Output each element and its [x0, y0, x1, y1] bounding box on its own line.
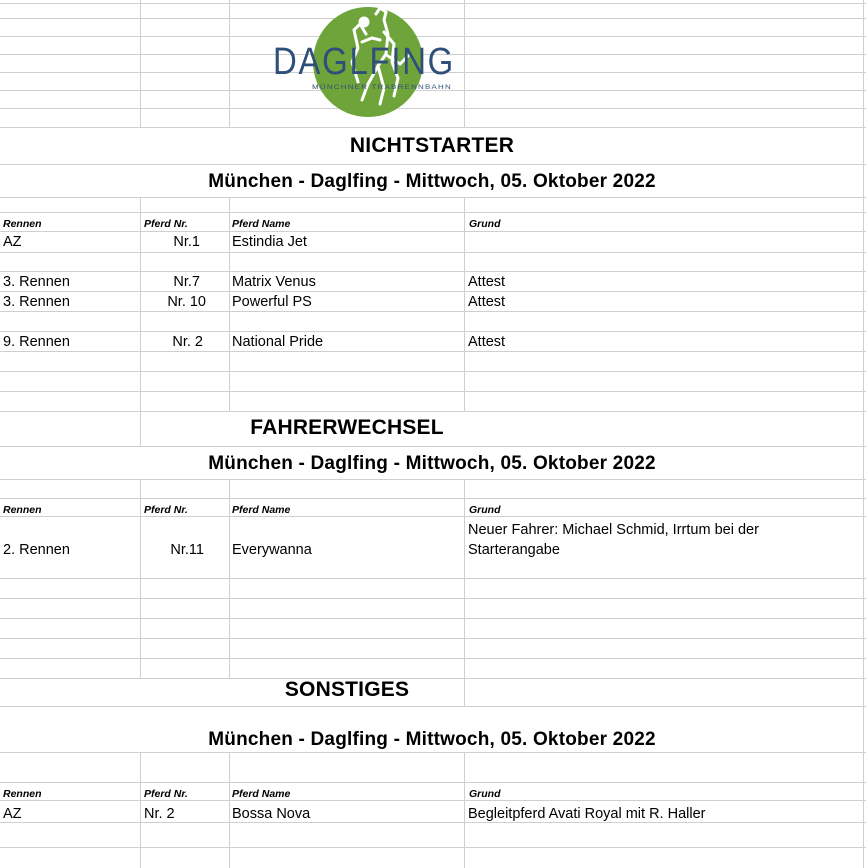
cell-pferd-nr: Nr.1 — [173, 234, 200, 250]
cell-pferd-name: Matrix Venus — [232, 274, 316, 290]
grid-row-line — [0, 638, 866, 639]
grid-row-line — [0, 391, 866, 392]
section-subtitle-nichtstarter: München - Daglfing - Mittwoch, 05. Oktober 2022 — [208, 171, 656, 192]
grid-column-line — [140, 0, 141, 127]
grid-row-line — [0, 212, 866, 213]
grid-column-line — [464, 0, 465, 127]
col-header-rennen: Rennen — [3, 788, 42, 800]
grid-row-line — [0, 847, 866, 848]
grid-column-line — [140, 479, 141, 678]
grid-row-line — [0, 752, 866, 753]
cell-pferd-nr: Nr.11 — [170, 542, 204, 558]
col-header-pferd-nr: Pferd Nr. — [144, 218, 188, 230]
col-header-pferd-name: Pferd Name — [232, 788, 291, 800]
cell-grund-line2: Starterangabe — [468, 542, 560, 558]
grid-row-line — [0, 516, 866, 517]
col-header-pferd-nr: Pferd Nr. — [144, 788, 188, 800]
cell-pferd-name: Everywanna — [232, 542, 312, 558]
grid-column-line — [464, 752, 465, 868]
grid-row-line — [0, 822, 866, 823]
cell-pferd-nr: Nr. 2 — [144, 806, 175, 822]
grid-row-line — [0, 331, 866, 332]
grid-row-line — [0, 127, 866, 128]
logo-tagline: MÜNCHNER TRABRENNBAHN — [312, 84, 427, 91]
cell-pferd-name: National Pride — [232, 334, 324, 350]
section-subtitle-fahrerwechsel: München - Daglfing - Mittwoch, 05. Oktober 2022 — [208, 453, 656, 474]
grid-row-line — [0, 311, 866, 312]
grid-column-line — [140, 411, 141, 446]
grid-column-line — [464, 479, 465, 706]
grid-row-line — [0, 231, 866, 232]
grid-column-line — [863, 0, 864, 868]
grid-column-line — [229, 197, 230, 411]
cell-rennen: AZ — [3, 806, 22, 822]
grid-row-line — [0, 371, 866, 372]
grid-row-line — [0, 479, 866, 480]
col-header-grund: Grund — [469, 788, 501, 800]
col-header-grund: Grund — [469, 504, 501, 516]
grid-row-line — [0, 498, 866, 499]
cell-pferd-nr: Nr.7 — [173, 274, 200, 290]
daglfing-logo — [268, 4, 460, 122]
cell-grund: Attest — [468, 334, 506, 350]
cell-rennen: 3. Rennen — [3, 274, 70, 290]
grid-column-line — [229, 479, 230, 678]
grid-row-line — [0, 618, 866, 619]
col-header-rennen: Rennen — [3, 218, 42, 230]
grid-row-line — [0, 411, 866, 412]
grid-column-line — [229, 752, 230, 868]
grid-row-line — [0, 291, 866, 292]
col-header-pferd-name: Pferd Name — [232, 218, 291, 230]
cell-grund-line1: Neuer Fahrer: Michael Schmid, Irrtum bei der — [468, 522, 759, 538]
cell-pferd-nr: Nr. 2 — [172, 334, 203, 350]
grid-column-line — [229, 0, 230, 127]
cell-pferd-name: Estindia Jet — [232, 234, 307, 250]
cell-grund: Attest — [468, 274, 506, 290]
grid-row-line — [0, 598, 866, 599]
grid-column-line — [464, 197, 465, 411]
cell-pferd-nr: Nr. 10 — [167, 294, 206, 310]
col-header-pferd-name: Pferd Name — [232, 504, 291, 516]
cell-pferd-name: Powerful PS — [232, 294, 312, 310]
col-header-pferd-nr: Pferd Nr. — [144, 504, 188, 516]
col-header-grund: Grund — [469, 218, 501, 230]
logo-brand: DAGLFING — [273, 41, 455, 83]
cell-grund: Attest — [468, 294, 506, 310]
col-header-rennen: Rennen — [3, 504, 42, 516]
grid-row-line — [0, 678, 866, 679]
grid-row-line — [0, 271, 866, 272]
grid-row-line — [0, 197, 866, 198]
cell-pferd-name: Bossa Nova — [232, 806, 311, 822]
grid-row-line — [0, 578, 866, 579]
section-title-sonstiges: SONSTIGES — [284, 678, 410, 701]
section-subtitle-sonstiges: München - Daglfing - Mittwoch, 05. Oktober 2022 — [208, 729, 656, 750]
grid-row-line — [0, 800, 866, 801]
grid-row-line — [0, 782, 866, 783]
section-title-nichtstarter: NICHTSTARTER — [349, 134, 515, 157]
cell-grund: Begleitpferd Avati Royal mit R. Haller — [468, 806, 706, 822]
grid-column-line — [140, 752, 141, 868]
cell-rennen: 2. Rennen — [3, 542, 70, 558]
cell-rennen: AZ — [3, 234, 22, 250]
grid-row-line — [0, 351, 866, 352]
grid-row-line — [0, 252, 866, 253]
grid-row-line — [0, 164, 866, 165]
cell-rennen: 9. Rennen — [3, 334, 70, 350]
cell-rennen: 3. Rennen — [3, 294, 70, 310]
grid-row-line — [0, 706, 866, 707]
section-title-fahrerwechsel: FAHRERWECHSEL — [250, 416, 444, 439]
grid-row-line — [0, 658, 866, 659]
grid-row-line — [0, 446, 866, 447]
